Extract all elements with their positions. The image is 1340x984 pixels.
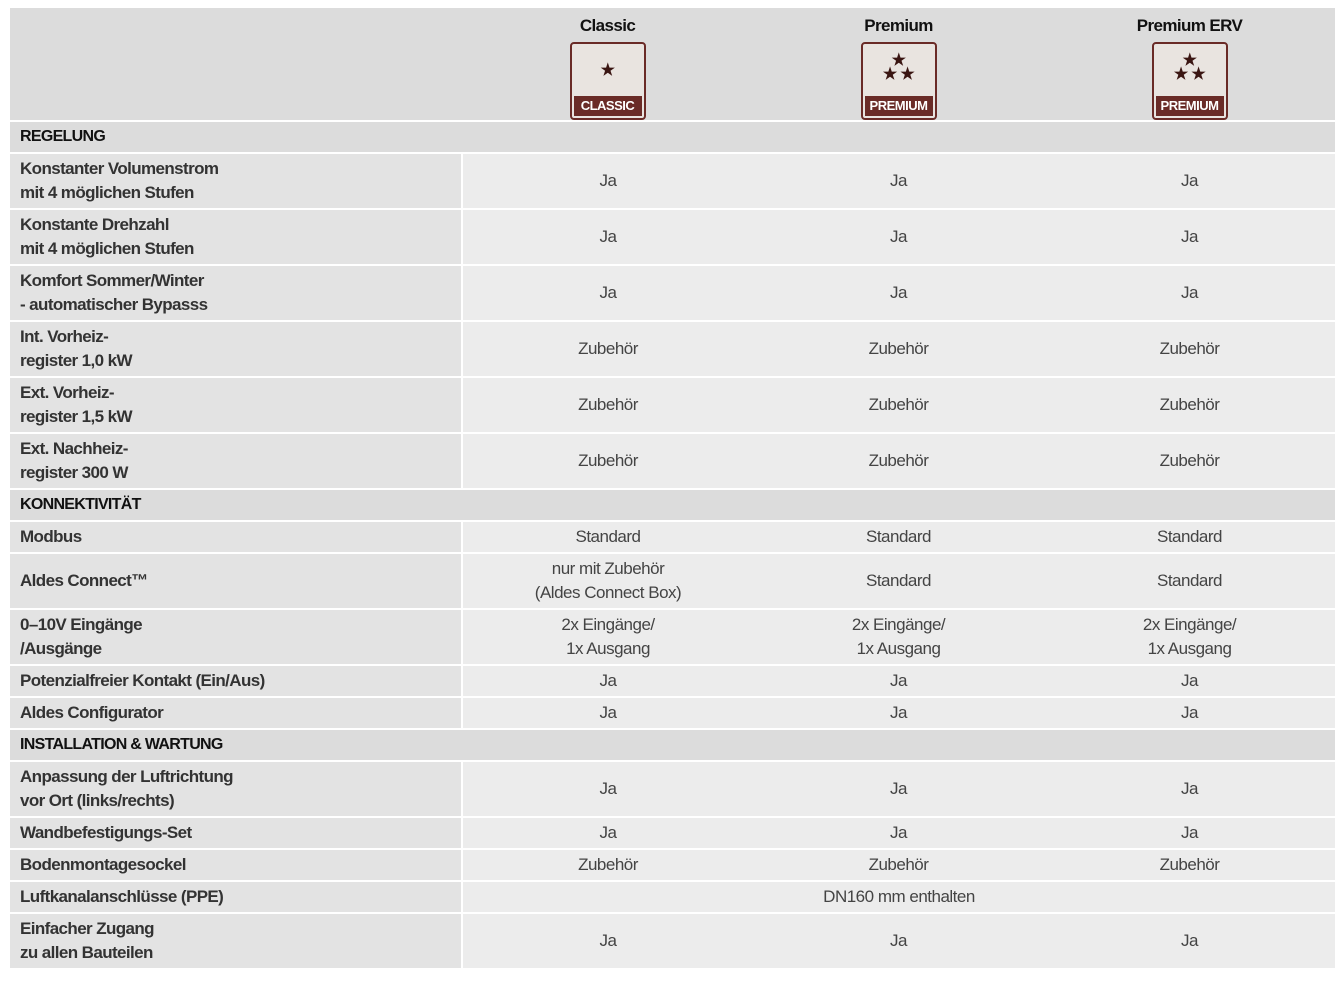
feature-label: Konstanter Volumenstrom <box>20 159 219 178</box>
product-name: Premium ERV <box>1136 16 1243 35</box>
badge-label: PREMIUM <box>1156 96 1224 116</box>
table-row <box>10 881 1335 913</box>
feature-cell <box>10 321 462 377</box>
feature-label: 0–10V Eingänge <box>20 615 142 634</box>
product-name: Classic <box>579 16 636 35</box>
table-row <box>10 265 1335 321</box>
feature-cell <box>10 377 462 433</box>
value-text: Ja <box>599 823 617 842</box>
feature-cell <box>10 521 462 553</box>
value-text: Ja <box>890 703 907 722</box>
value-cell <box>462 849 753 881</box>
value-text: Ja <box>890 227 907 246</box>
feature-label: Ext. Vorheiz- <box>20 383 114 402</box>
feature-cell <box>10 433 462 489</box>
value-text: Zubehör <box>1159 339 1220 358</box>
value-cell <box>1044 553 1335 609</box>
section-title: REGELUNG <box>10 121 1335 153</box>
value-text: Zubehör <box>578 395 638 414</box>
value-cell <box>753 377 1044 433</box>
value-text: Ja <box>599 671 617 690</box>
feature-label: Komfort Sommer/Winter <box>20 271 204 290</box>
value-text: 2x Eingänge/ <box>561 615 655 634</box>
feature-label: Bodenmontagesockel <box>20 855 186 874</box>
value-cell <box>753 761 1044 817</box>
value-text: Standard <box>866 571 931 590</box>
value-cell <box>753 849 1044 881</box>
table-row <box>10 665 1335 697</box>
table-row <box>10 761 1335 817</box>
value-cell <box>1044 377 1335 433</box>
value-text: Ja <box>599 227 617 246</box>
table-row <box>10 849 1335 881</box>
feature-cell <box>10 665 462 697</box>
feature-cell <box>10 209 462 265</box>
feature-label: Aldes Connect™ <box>20 571 148 590</box>
value-cell <box>462 553 753 609</box>
feature-cell <box>10 553 462 609</box>
feature-label: mit 4 möglichen Stufen <box>20 183 194 202</box>
table-row <box>10 377 1335 433</box>
value-cell-merged <box>462 881 1335 913</box>
value-text: Standard <box>1157 571 1222 590</box>
feature-label: Anpassung der Luftrichtung <box>20 767 233 786</box>
value-text: Ja <box>599 703 617 722</box>
value-cell <box>462 665 753 697</box>
premium-erv-badge-icon <box>1152 42 1228 120</box>
table-row <box>10 817 1335 849</box>
feature-cell <box>10 849 462 881</box>
value-text: Ja <box>599 779 617 798</box>
value-cell <box>1044 265 1335 321</box>
comparison-table <box>10 8 1335 970</box>
value-text: Standard <box>1157 527 1222 546</box>
value-cell <box>753 265 1044 321</box>
value-cell <box>462 209 753 265</box>
value-text: Zubehör <box>1159 395 1220 414</box>
value-text: Zubehör <box>868 339 929 358</box>
feature-cell <box>10 697 462 729</box>
feature-label: Int. Vorheiz- <box>20 327 109 346</box>
value-cell <box>1044 913 1335 969</box>
value-text: Ja <box>1181 227 1198 246</box>
feature-cell <box>10 761 462 817</box>
product-header-premium <box>753 8 1044 121</box>
value-cell <box>462 321 753 377</box>
table-row <box>10 209 1335 265</box>
feature-label: Aldes Configurator <box>20 703 164 722</box>
header-row <box>10 8 1335 121</box>
value-text: Ja <box>890 779 907 798</box>
feature-cell <box>10 609 462 665</box>
value-cell <box>462 817 753 849</box>
feature-label: Einfacher Zugang <box>20 919 154 938</box>
value-cell <box>753 209 1044 265</box>
value-cell <box>1044 433 1335 489</box>
value-text: 1x Ausgang <box>566 639 650 658</box>
section-header <box>10 489 1335 521</box>
stars-icon: ★ ★ ★ <box>1173 52 1206 83</box>
value-text: DN160 mm enthalten <box>823 887 975 906</box>
value-text: Standard <box>575 527 641 546</box>
value-cell <box>753 609 1044 665</box>
value-cell <box>462 609 753 665</box>
value-cell <box>753 817 1044 849</box>
value-text: Ja <box>890 931 907 950</box>
feature-label: Luftkanalanschlüsse (PPE) <box>20 887 224 906</box>
value-cell <box>462 761 753 817</box>
value-text: Zubehör <box>578 451 638 470</box>
value-cell <box>462 153 753 209</box>
value-cell <box>462 697 753 729</box>
value-text: 2x Eingänge/ <box>851 615 946 634</box>
value-cell <box>753 665 1044 697</box>
product-name: Premium <box>864 16 933 35</box>
section-title: INSTALLATION & WARTUNG <box>10 729 1335 761</box>
feature-label: Wandbefestigungs-Set <box>20 823 192 842</box>
value-text: Zubehör <box>578 339 638 358</box>
value-cell <box>1044 849 1335 881</box>
feature-label: register 1,5 kW <box>20 407 132 426</box>
value-text: 1x Ausgang <box>856 639 941 658</box>
value-cell <box>1044 209 1335 265</box>
value-cell <box>753 153 1044 209</box>
classic-badge-icon <box>570 42 646 120</box>
stars-icon: ★ ★ ★ <box>882 52 915 83</box>
value-text: Ja <box>599 931 617 950</box>
product-header-premium-erv <box>1044 8 1335 121</box>
value-cell <box>753 521 1044 553</box>
value-cell <box>1044 609 1335 665</box>
table-row <box>10 521 1335 553</box>
value-text: Ja <box>1181 671 1198 690</box>
table-body <box>10 121 1335 969</box>
feature-cell <box>10 817 462 849</box>
value-text: Ja <box>1181 171 1198 190</box>
section-header <box>10 729 1335 761</box>
value-text: Ja <box>890 823 907 842</box>
feature-label: Ext. Nachheiz- <box>20 439 128 458</box>
value-cell <box>462 521 753 553</box>
value-cell <box>753 913 1044 969</box>
value-text: Ja <box>1181 703 1198 722</box>
premium-badge-icon <box>861 42 937 120</box>
feature-label: - automatischer Bypasss <box>20 295 208 314</box>
value-cell <box>1044 153 1335 209</box>
value-cell <box>462 433 753 489</box>
badge-label: CLASSIC <box>574 96 642 116</box>
table-row <box>10 553 1335 609</box>
value-text: Standard <box>866 527 931 546</box>
value-text: Ja <box>1181 823 1198 842</box>
value-cell <box>462 265 753 321</box>
table-row <box>10 697 1335 729</box>
feature-label: mit 4 möglichen Stufen <box>20 239 194 258</box>
star-icon: ★ <box>600 62 615 79</box>
value-cell <box>753 321 1044 377</box>
value-text: Ja <box>890 283 907 302</box>
value-text: 1x Ausgang <box>1147 639 1232 658</box>
value-cell <box>753 553 1044 609</box>
value-cell <box>462 913 753 969</box>
feature-cell <box>10 265 462 321</box>
value-text: Ja <box>890 171 907 190</box>
value-text: Ja <box>1181 283 1198 302</box>
value-text: Ja <box>599 283 617 302</box>
product-header-classic <box>462 8 753 121</box>
value-cell <box>462 377 753 433</box>
value-text: Zubehör <box>1159 451 1220 470</box>
feature-label: Modbus <box>20 527 82 546</box>
table-row <box>10 433 1335 489</box>
value-cell <box>1044 521 1335 553</box>
feature-label: Konstante Drehzahl <box>20 215 169 234</box>
value-text: Zubehör <box>868 451 929 470</box>
value-text: Zubehör <box>578 855 638 874</box>
section-header <box>10 121 1335 153</box>
value-cell <box>1044 697 1335 729</box>
table-row <box>10 153 1335 209</box>
feature-label: /Ausgänge <box>20 639 102 658</box>
value-cell <box>1044 665 1335 697</box>
table-row <box>10 609 1335 665</box>
value-cell <box>1044 817 1335 849</box>
feature-label: Potenzialfreier Kontakt (Ein/Aus) <box>20 671 265 690</box>
value-text: Ja <box>1181 779 1198 798</box>
value-cell <box>753 433 1044 489</box>
header-blank-cell <box>10 8 462 121</box>
value-text: 2x Eingänge/ <box>1142 615 1237 634</box>
feature-label: vor Ort (links/rechts) <box>20 791 175 810</box>
value-text: nur mit Zubehör <box>551 559 665 578</box>
value-cell <box>1044 321 1335 377</box>
value-text: Zubehör <box>868 395 929 414</box>
value-text: (Aldes Connect Box) <box>534 583 682 602</box>
feature-label: register 300 W <box>20 463 128 482</box>
feature-cell <box>10 153 462 209</box>
value-text: Ja <box>890 671 907 690</box>
table-row <box>10 913 1335 969</box>
badge-label: PREMIUM <box>865 96 933 116</box>
value-text: Ja <box>599 171 617 190</box>
feature-cell <box>10 881 462 913</box>
value-text: Zubehör <box>868 855 929 874</box>
value-text: Ja <box>1181 931 1198 950</box>
table-row <box>10 321 1335 377</box>
feature-label: zu allen Bauteilen <box>20 943 153 962</box>
value-text: Zubehör <box>1159 855 1220 874</box>
value-cell <box>1044 761 1335 817</box>
feature-cell <box>10 913 462 969</box>
feature-label: register 1,0 kW <box>20 351 132 370</box>
value-cell <box>753 697 1044 729</box>
section-title: KONNEKTIVITÄT <box>10 489 1335 521</box>
